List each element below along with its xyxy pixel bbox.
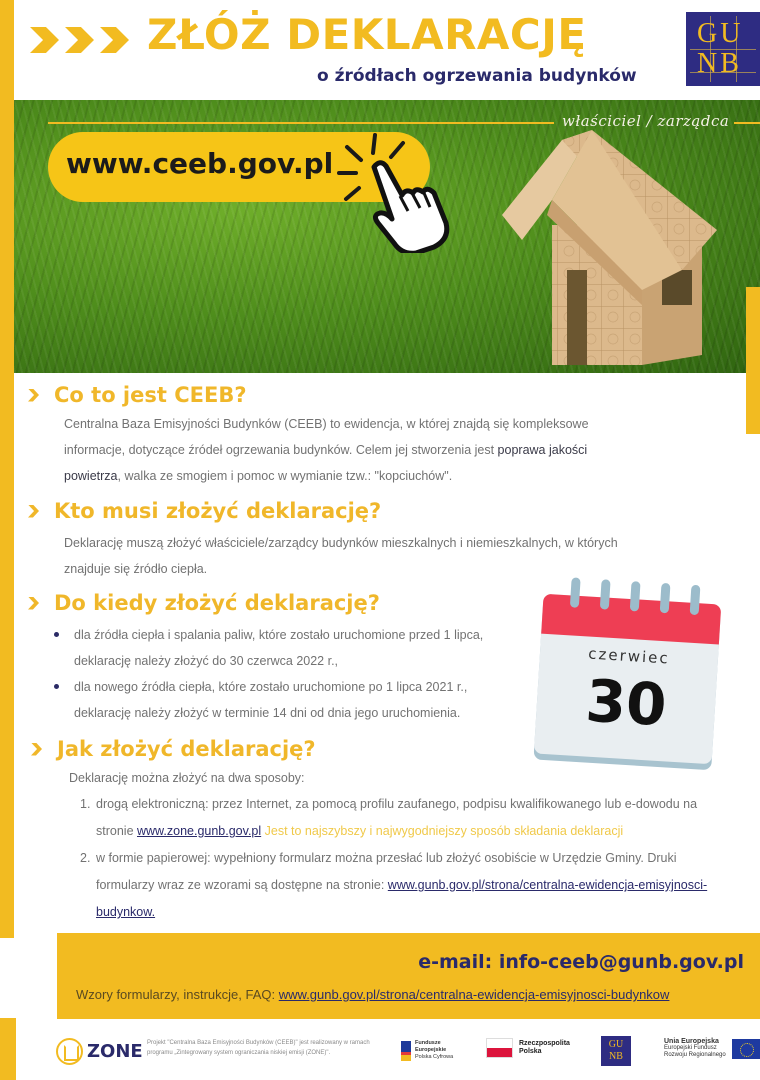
chevron-right-icon [31,743,42,756]
eu-flag-icon [732,1039,760,1059]
highlight-text: Jest to najszybszy i najwygodniejszy sposób składania deklaracji [264,824,624,838]
zone-logo: ZONE [56,1038,143,1065]
hero-divider-right [734,122,760,124]
gunb-website-link[interactable]: www.gunb.gov.pl/strona/centralna-ewidencja-emisyjnosci-budynkow. [96,878,708,919]
deadline-list [52,622,512,726]
house-tree-icon [56,1038,83,1065]
gunb-logo: GU NB [686,12,760,86]
header [14,0,760,100]
email-link[interactable]: e-mail: info-ceeb@gunb.gov.pl [418,951,744,973]
faq-link[interactable]: www.gunb.gov.pl/strona/centralna-ewidencja-emisyjnosci-budynkow [278,987,670,1002]
list-item: dla źródła ciepła i spalania paliw, które zostało uruchomione przed 1 lipca, deklarację należy złożyć do 30 czerwca 2022 r., [52,622,512,674]
zone-website-link[interactable]: www.zone.gunb.gov.pl [137,824,262,838]
chevron-right-icon [28,597,39,610]
role-label: właściciel / zarządca [562,112,730,130]
calendar-day: 30 [583,666,669,740]
left-accent-stripe-bottom [0,1018,16,1080]
emphasis-text: poprawa jakości powietrza [64,443,588,483]
page-title: ZŁÓŻ DEKLARACJĘ [147,10,587,59]
list-item: 1. drogą elektroniczną: przez Internet, za pomocą profilu zaufanego, podpisu kwalifikowanego lub e-dowodu na stronie www.zone.gunb.gov.pl Jest to najszybszy i najwygodniejszy sposób składania deklaracji [80,797,698,838]
project-description: Projekt "Centralna Baza Emisyjności Budynków (CEEB)" jest realizowany w ramach programu „Zintegrowany system ograniczania niskiej emisji (ZONE)". [147,1040,370,1056]
list-item: dla nowego źródła ciepła, które zostało uruchomione po 1 lipca 2021 r., deklarację należy złożyć w terminie 14 dni od dnia jego uruchomienia. [52,674,512,726]
chevron-right-icon [28,505,39,518]
section-heading: Jak złożyć deklarację? [31,737,316,761]
faq-line: Wzory formularzy, instrukcje, FAQ: www.gunb.gov.pl/strona/centralna-ewidencja-emisyjnosci-budynkow [76,987,670,1002]
hero-divider [48,122,554,124]
section-heading: Kto musi złożyć deklarację? [28,499,381,523]
section-intro: Deklarację można złożyć na dwa sposoby: [69,771,305,785]
calendar-month: czerwiec [587,644,671,668]
calendar-icon [527,571,728,772]
gunb-logo-small: GU NB [601,1036,631,1066]
poland-flag-icon [486,1038,513,1058]
section-text: Deklarację muszą złożyć właściciele/zarządcy budynków mieszkalnych i niemieszkalnych, w których znajduje się źródło ciepła. [64,536,618,576]
wooden-house-image [492,130,722,370]
rzeczpospolita-logo: Rzeczpospolita Polska [486,1038,570,1058]
fe-star-icon [401,1041,411,1061]
right-accent-bar [746,287,760,434]
hero-banner [14,100,760,373]
sponsor-logos [16,1020,760,1080]
fundusze-europejskie-logo: Fundusze Europejskie Polska Cyfrowa [401,1040,453,1061]
page-subtitle: o źródłach ogrzewania budynków [317,66,637,86]
section-text: Centralna Baza Emisyjności Budynków (CEEB) to ewidencja, w której znajdą się kompleksowe informacje, dotyczące źródeł ogrzewania budynków. Celem jej stworzenia jest poprawa jakości powietrza, walka ze smogiem i pomoc w wymianie tzw.: "kopciuchów". [64,417,589,483]
section-heading: Do kiedy złożyć deklarację? [28,591,380,615]
contact-band [57,933,760,1019]
unia-europejska-logo: Unia Europejska Europejski Fundusz Rozwoju Regionalnego [664,1038,760,1059]
chevrons-icon [30,27,129,53]
chevron-right-icon [28,389,39,402]
list-item: 2. w formie papierowej: wypełniony formularz można przesłać lub złożyć osobiście w Urzędzie Gminy. Druki formularzy wraz ze wzorami są dostępne na stronie: www.gunb.gov.pl/strona/centralna-ewidencja-emisyjnosci-budynkow. [80,851,708,919]
left-accent-stripe [0,0,14,938]
website-link[interactable]: www.ceeb.gov.pl [66,147,334,180]
hand-pointer-click-icon [334,133,464,253]
methods-list [80,791,730,926]
section-heading: Co to jest CEEB? [28,383,247,407]
